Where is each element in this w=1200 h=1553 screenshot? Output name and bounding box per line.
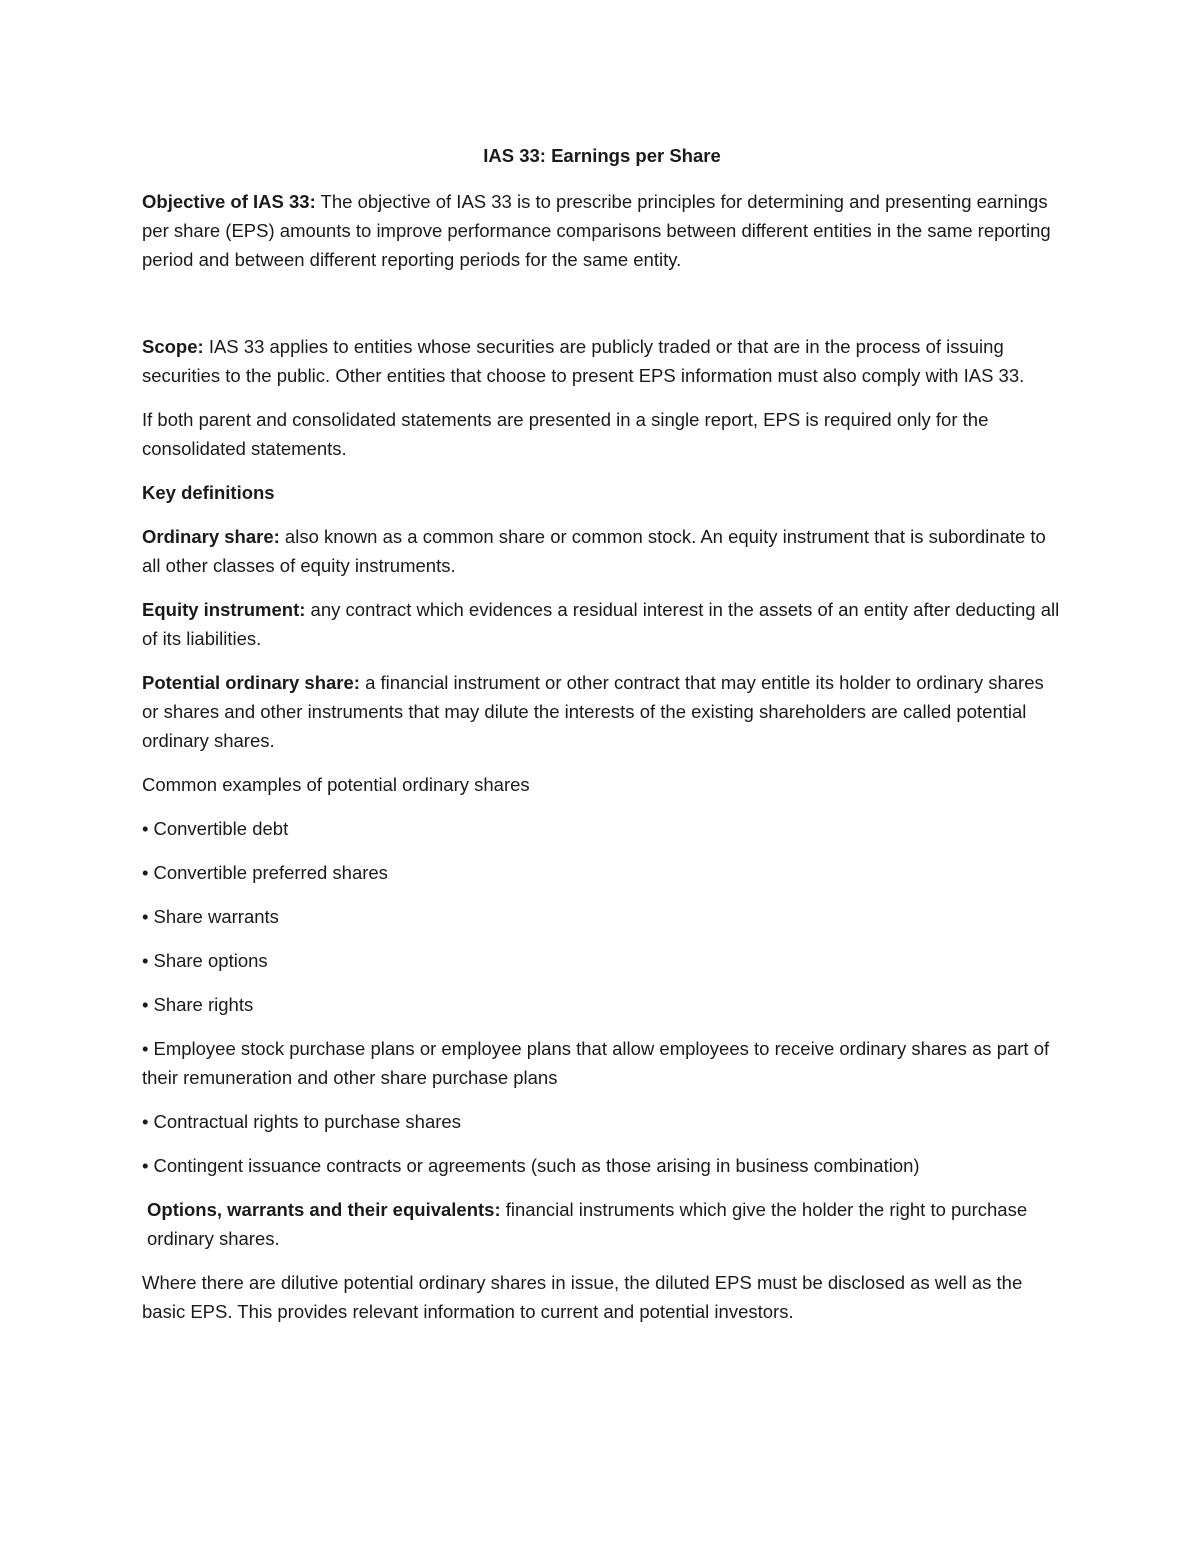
definition-equity-instrument bbox=[142, 595, 1062, 653]
definition-potential-ordinary-share bbox=[142, 668, 1062, 755]
list-item: • Share options bbox=[142, 950, 268, 971]
consolidated-note: If both parent and consolidated statements are presented in a single report, EPS is required only for the consolidated statements. bbox=[142, 409, 989, 459]
document-title: IAS 33: Earnings per Share bbox=[483, 145, 721, 166]
bullet-icon: • bbox=[142, 1111, 149, 1132]
list-item: • Share rights bbox=[142, 994, 254, 1015]
objective-paragraph bbox=[142, 187, 1062, 274]
key-definitions-heading: Key definitions bbox=[142, 482, 275, 503]
list-item: • Share warrants bbox=[142, 906, 279, 927]
scope-paragraph bbox=[142, 332, 1062, 390]
examples-list bbox=[142, 814, 1062, 1180]
bullet-icon: • bbox=[142, 818, 149, 839]
objective-text: The objective of IAS 33 is to prescribe principles for determining and presenting earnings per share (EPS) amounts to improve performance comparisons between different entities in the same reporting period and between different reporting periods for the same entity. bbox=[142, 191, 1051, 270]
bullet-icon: • bbox=[142, 862, 149, 883]
definition-text: a financial instrument or other contract that may entitle its holder to ordinary shares or shares and other instruments that may dilute the interests of the existing shareholders are called potential ordinary shares. bbox=[142, 672, 1044, 751]
bullet-icon: • bbox=[142, 1155, 149, 1176]
list-item: • Convertible debt bbox=[142, 818, 289, 839]
bullet-icon: • bbox=[142, 906, 149, 927]
definition-text: also known as a common share or common stock. An equity instrument that is subordinate to all other classes of equity instruments. bbox=[142, 526, 1046, 576]
bullet-icon: • bbox=[142, 1038, 149, 1059]
examples-intro: Common examples of potential ordinary shares bbox=[142, 774, 530, 795]
bullet-icon: • bbox=[142, 950, 149, 971]
list-item: • Contingent issuance contracts or agreements (such as those arising in business combination) bbox=[142, 1155, 920, 1176]
options-definition bbox=[142, 1195, 1062, 1253]
diluted-note: Where there are dilutive potential ordinary shares in issue, the diluted EPS must be disclosed as well as the basic EPS. This provides relevant information to current and potential investors. bbox=[142, 1272, 1023, 1322]
definition-label: Equity instrument: bbox=[142, 599, 306, 620]
objective-label: Objective of IAS 33: bbox=[142, 191, 316, 212]
list-item: • Contractual rights to purchase shares bbox=[142, 1111, 461, 1132]
scope-text: IAS 33 applies to entities whose securities are publicly traded or that are in the process of issuing securities to the public. Other entities that choose to present EPS information must also comply with IAS 33. bbox=[142, 336, 1025, 386]
definition-label: Options, warrants and their equivalents: bbox=[147, 1199, 501, 1220]
definition-text: financial instruments which give the holder the right to purchase ordinary shares. bbox=[147, 1199, 1028, 1249]
document-page bbox=[142, 140, 1062, 1341]
list-item: • Employee stock purchase plans or employee plans that allow employees to receive ordinary shares as part of their remuneration and other share purchase plans bbox=[142, 1038, 1050, 1088]
scope-label: Scope: bbox=[142, 336, 204, 357]
definition-ordinary-share bbox=[142, 522, 1062, 580]
list-item: • Convertible preferred shares bbox=[142, 862, 388, 883]
definition-label: Ordinary share: bbox=[142, 526, 280, 547]
definition-text: any contract which evidences a residual interest in the assets of an entity after deducting all of its liabilities. bbox=[142, 599, 1060, 649]
bullet-icon: • bbox=[142, 994, 149, 1015]
definition-label: Potential ordinary share: bbox=[142, 672, 360, 693]
